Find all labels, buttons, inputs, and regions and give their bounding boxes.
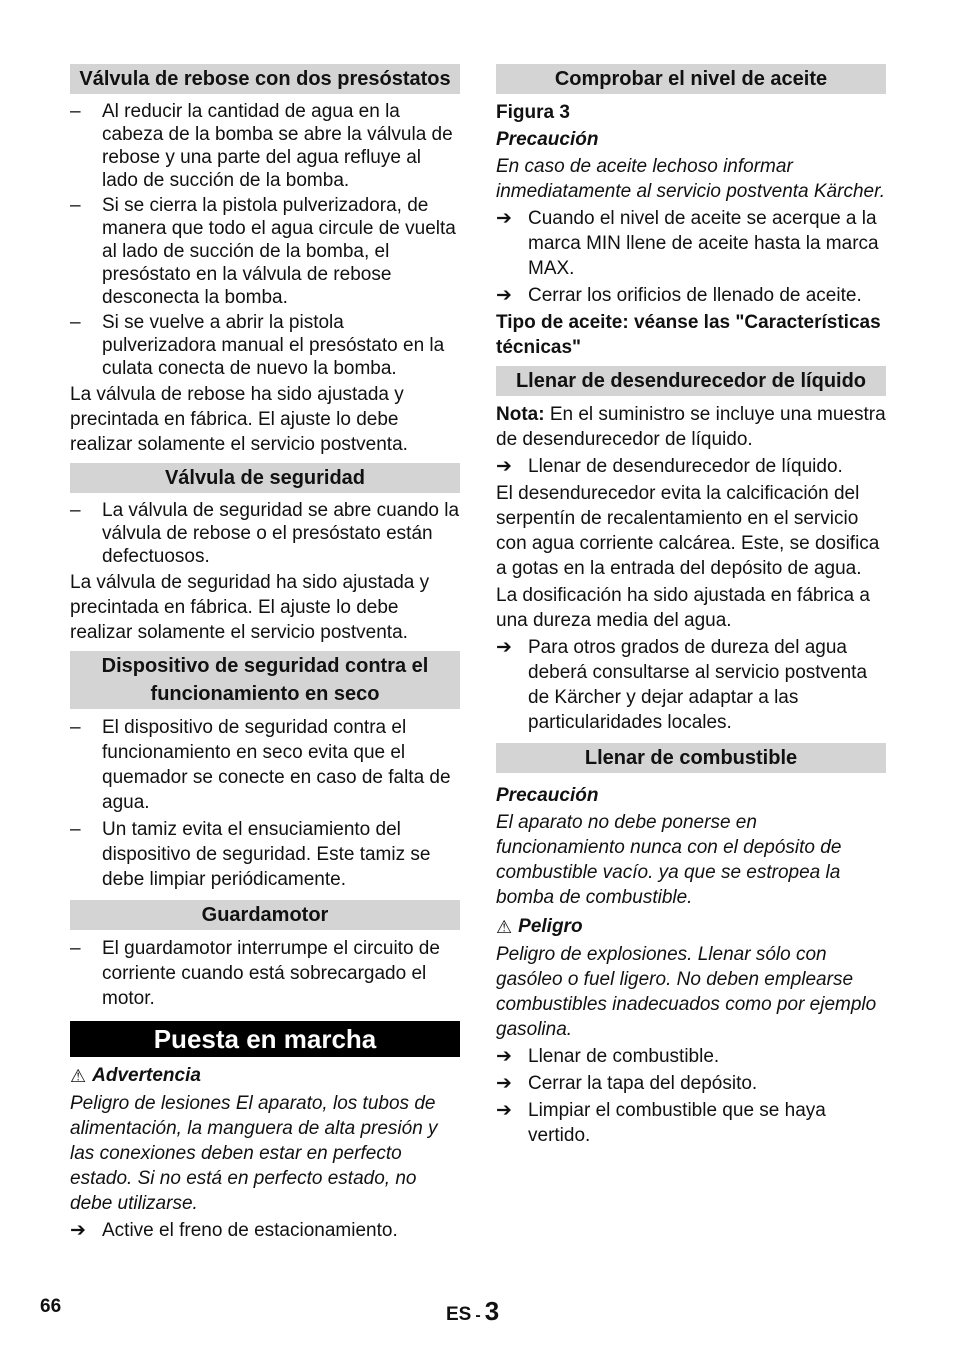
section-title-puesta-en-marcha: Puesta en marcha xyxy=(70,1021,460,1057)
danger-label: ⚠ Peligro xyxy=(496,914,886,940)
paragraph-rebose-ajuste: La válvula de rebose ha sido ajustada y precintada en fábrica. El ajuste lo debe realizar solamente el servicio postventa. xyxy=(70,384,408,455)
list-valvula-rebose xyxy=(70,100,460,380)
action-item: ➔ Para otros grados de dureza del agua deberá consultarse al servicio postventa de Kärcher y dejar adaptar a las particularidades locales. xyxy=(496,637,868,733)
caution-text: El aparato no debe ponerse en funcionamiento nunca con el depósito de combustible vacío. ya que se estropea la bomba de combustible. xyxy=(496,812,842,908)
arrow-icon: ➔ xyxy=(496,1046,512,1067)
list-item: – Un tamiz evita el ensuciamiento del dispositivo de seguridad. Este tamiz se debe limpiar periódicamente. xyxy=(70,817,460,892)
list-item: – El dispositivo de seguridad contra el funcionamiento en seco evita que el quemador se conecte en caso de falta de agua. xyxy=(70,715,460,815)
list-item: – Si se cierra la pistola pulverizadora, de manera que todo el agua circule de vuelta al lado de succión de la bomba, el presóstato en la válvula de rebose desconecta la bomba. xyxy=(70,194,460,309)
action-item: ➔ Limpiar el combustible que se haya vertido. xyxy=(496,1100,826,1146)
arrow-icon: ➔ xyxy=(496,1100,512,1121)
heading-dispositivo-seco: Dispositivo de seguridad contra el funcionamiento en seco xyxy=(70,651,460,709)
warning-label: ⚠ Advertencia xyxy=(70,1063,460,1089)
section-page-label: ES - 3 xyxy=(446,1296,500,1326)
arrow-icon: ➔ xyxy=(496,208,512,229)
right-column xyxy=(496,64,886,1150)
caution-label: Precaución xyxy=(496,129,599,150)
action-item: ➔ Active el freno de estacionamiento. xyxy=(70,1220,398,1241)
warning-text: Peligro de lesiones El aparato, los tubos de alimentación, la manguera de alta presión y las conexiones deben estar en perfecto estado. Si no está en perfecto estado, no debe utilizarse. xyxy=(70,1093,438,1214)
heading-valvula-seguridad: Válvula de seguridad xyxy=(70,463,460,493)
arrow-icon: ➔ xyxy=(496,285,512,306)
heading-desendurecedor: Llenar de desendurecedor de líquido xyxy=(496,366,886,396)
caution-text: En caso de aceite lechoso informar inmediatamente al servicio postventa Kärcher. xyxy=(496,156,885,202)
list-item: – Al reducir la cantidad de agua en la cabeza de la bomba se abre la válvula de rebose y una parte del agua refluye al lado de succión de la bomba. xyxy=(70,100,460,192)
action-item: ➔ Cuando el nivel de aceite se acerque a la marca MIN llene de aceite hasta la marca MAX. xyxy=(496,208,879,279)
arrow-icon: ➔ xyxy=(496,456,512,477)
warning-triangle-icon: ⚠ xyxy=(70,1066,87,1086)
arrow-icon: ➔ xyxy=(70,1220,86,1241)
heading-valvula-rebose: Válvula de rebose con dos presóstatos xyxy=(70,64,460,94)
list-item: – El guardamotor interrumpe el circuito de corriente cuando está sobrecargado el motor. xyxy=(70,936,460,1011)
paragraph-desendurecedor: El desendurecedor evita la calcificación del serpentín de recalentamiento en el servicio con agua corriente calcárea. Este, se dosifica a gotas en la entrada del depósito de agua. xyxy=(496,483,880,579)
action-item: ➔ Cerrar los orificios de llenado de aceite. xyxy=(496,285,862,306)
oil-type-note: Tipo de aceite: véanse las "Características técnicas" xyxy=(496,312,881,358)
warning-triangle-icon: ⚠ xyxy=(496,917,513,937)
action-item: ➔ Llenar de combustible. xyxy=(496,1046,720,1067)
arrow-icon: ➔ xyxy=(496,1073,512,1094)
list-item: – La válvula de seguridad se abre cuando la válvula de rebose o el presóstato están defectuosos. xyxy=(70,499,460,568)
list-item: – Si se vuelve a abrir la pistola pulverizadora manual el presóstato en la culata conecta de nuevo la bomba. xyxy=(70,311,460,380)
arrow-icon: ➔ xyxy=(496,637,512,658)
paragraph-seguridad-ajuste: La válvula de seguridad ha sido ajustada y precintada en fábrica. El ajuste lo debe realizar solamente el servicio postventa. xyxy=(70,572,430,643)
note-paragraph: Nota: En el suministro se incluye una muestra de desendurecedor de líquido. xyxy=(496,404,886,450)
left-column xyxy=(70,64,460,1245)
action-item: ➔ Llenar de desendurecedor de líquido. xyxy=(496,456,843,477)
heading-nivel-aceite: Comprobar el nivel de aceite xyxy=(496,64,886,94)
heading-combustible: Llenar de combustible xyxy=(496,743,886,773)
action-item: ➔ Cerrar la tapa del depósito. xyxy=(496,1073,758,1094)
caution-label: Precaución xyxy=(496,785,599,806)
danger-text: Peligro de explosiones. Llenar sólo con gasóleo o fuel ligero. No deben emplearse combustibles inadecuados como por ejemplo gasolina. xyxy=(496,944,877,1040)
figure-reference: Figura 3 xyxy=(496,102,570,123)
heading-guardamotor: Guardamotor xyxy=(70,900,460,930)
paragraph-dosificacion: La dosificación ha sido ajustada en fábrica a una dureza media del agua. xyxy=(496,585,870,631)
page-number: 66 xyxy=(40,1296,62,1317)
